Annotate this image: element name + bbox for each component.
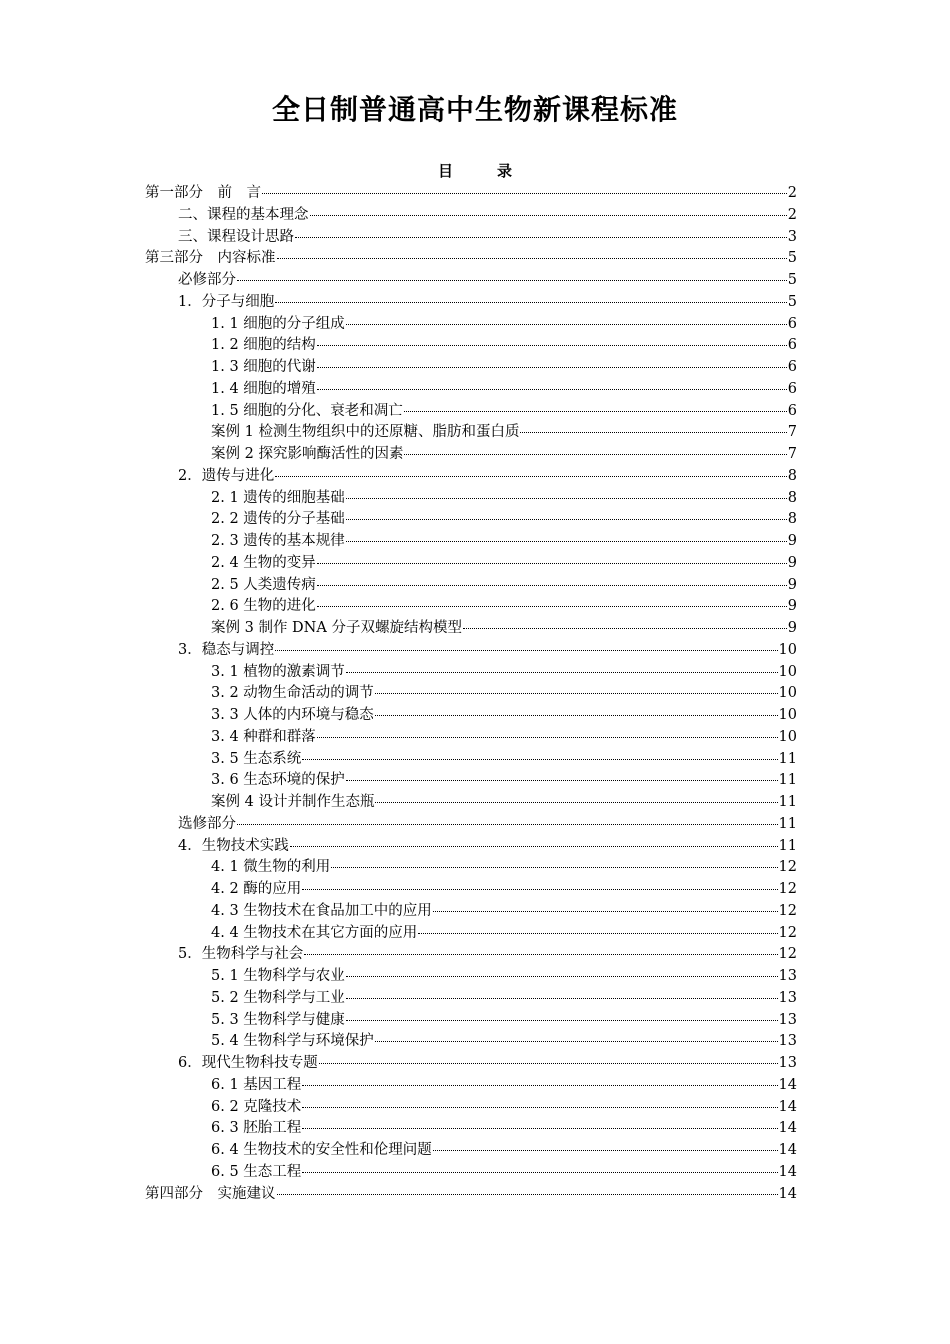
toc-entry[interactable] <box>145 618 797 640</box>
toc-dot-leader <box>433 1149 778 1151</box>
toc-entry-page-number: 11 <box>778 815 797 832</box>
toc-entry-page-number: 5 <box>787 293 797 310</box>
toc-entry-label: 2. 5 人类遗传病 <box>211 576 316 593</box>
toc-dot-leader <box>346 518 787 520</box>
toc-entry-page-number: 5 <box>787 272 797 288</box>
toc-dot-leader <box>275 475 787 477</box>
toc-entry[interactable] <box>145 1075 797 1097</box>
toc-dot-leader <box>302 888 777 890</box>
toc-entry-label: 3. 3 人体的内环境与稳态 <box>211 707 374 723</box>
toc-entry[interactable] <box>145 901 797 923</box>
toc-entry[interactable] <box>145 792 797 814</box>
toc-dot-leader <box>346 779 778 781</box>
toc-entry-label: 第三部分 内容标准 <box>145 250 276 267</box>
toc-entry-page-number: 10 <box>778 707 797 723</box>
toc-entry[interactable] <box>145 357 797 379</box>
toc-dot-leader <box>302 1127 777 1129</box>
toc-dot-leader <box>277 1193 778 1195</box>
toc-entry-page-number: 10 <box>778 663 797 680</box>
toc-entry[interactable] <box>145 814 797 836</box>
toc-entry-page-number: 14 <box>778 1076 797 1093</box>
toc-entry[interactable] <box>145 270 797 292</box>
toc-entry-page-number: 8 <box>787 511 797 528</box>
toc-dot-leader <box>375 714 778 716</box>
toc-entry-page-number: 11 <box>778 794 797 810</box>
toc-entry[interactable] <box>145 683 797 705</box>
toc-entry-label: 必修部分 <box>178 272 236 288</box>
toc-entry-page-number: 8 <box>787 489 797 506</box>
toc-entry-label: 4. 4 生物技术在其它方面的应用 <box>211 924 418 941</box>
toc-dot-leader <box>346 975 778 977</box>
toc-entry[interactable] <box>145 1184 797 1206</box>
toc-entry-page-number: 9 <box>787 598 797 615</box>
toc-entry[interactable] <box>145 944 797 966</box>
toc-entry-page-number: 6 <box>787 402 797 419</box>
toc-entry[interactable] <box>145 857 797 879</box>
table-of-contents <box>145 183 797 1205</box>
toc-entry-page-number: 13 <box>778 1033 797 1050</box>
toc-entry-page-number: 2 <box>787 206 797 223</box>
toc-entry[interactable] <box>145 466 797 488</box>
toc-entry-label: 1. 3 细胞的代谢 <box>211 359 316 375</box>
toc-entry[interactable] <box>145 1097 797 1119</box>
toc-entry-page-number: 9 <box>787 620 797 636</box>
toc-entry[interactable] <box>145 422 797 444</box>
toc-entry[interactable] <box>145 1010 797 1032</box>
toc-entry-page-number: 14 <box>778 1098 797 1115</box>
toc-dot-leader <box>418 932 777 934</box>
toc-entry-label: 第一部分 前 言 <box>145 185 261 201</box>
toc-entry[interactable] <box>145 248 797 270</box>
toc-entry-label: 6. 2 克隆技术 <box>211 1098 302 1115</box>
toc-entry-page-number: 9 <box>787 554 797 571</box>
toc-entry-label: 6. 1 基因工程 <box>211 1076 302 1093</box>
toc-dot-leader <box>275 301 787 303</box>
toc-entry-page-number: 14 <box>778 1120 797 1137</box>
toc-entry-label: 1. 4 细胞的增殖 <box>211 380 316 397</box>
toc-dot-leader <box>375 801 777 803</box>
toc-dot-leader <box>319 1062 778 1064</box>
toc-entry-label: 6. 4 生物技术的安全性和伦理问题 <box>211 1142 432 1158</box>
toc-entry-label: 6．现代生物科技专题 <box>178 1055 318 1071</box>
toc-entry[interactable] <box>145 1118 797 1140</box>
toc-entry-label: 3. 6 生态环境的保护 <box>211 772 345 789</box>
toc-entry-page-number: 12 <box>778 902 797 919</box>
toc-entry[interactable] <box>145 879 797 901</box>
toc-entry[interactable] <box>145 227 797 249</box>
toc-entry-page-number: 13 <box>778 1055 797 1071</box>
toc-entry[interactable] <box>145 1053 797 1075</box>
toc-entry[interactable] <box>145 292 797 314</box>
toc-entry-label: 2．遗传与进化 <box>178 467 275 484</box>
toc-dot-leader <box>237 823 778 825</box>
toc-dot-leader <box>331 866 777 868</box>
toc-entry-label: 选修部分 <box>178 815 236 832</box>
toc-entry-label: 4. 1 微生物的利用 <box>211 859 331 876</box>
toc-dot-leader <box>463 627 787 629</box>
toc-entry-page-number: 12 <box>778 946 797 963</box>
toc-dot-leader <box>346 540 787 542</box>
toc-dot-leader <box>317 344 787 346</box>
toc-entry[interactable] <box>145 727 797 749</box>
toc-entry-label: 2. 1 遗传的细胞基础 <box>211 489 345 506</box>
toc-entry-page-number: 14 <box>778 1185 797 1202</box>
toc-entry-page-number: 5 <box>787 250 797 267</box>
toc-dot-leader <box>290 845 778 847</box>
toc-entry-page-number: 11 <box>778 772 797 789</box>
toc-entry-page-number: 6 <box>787 359 797 375</box>
toc-entry-page-number: 14 <box>778 1142 797 1158</box>
toc-entry[interactable] <box>145 966 797 988</box>
toc-dot-leader <box>262 192 787 194</box>
toc-entry[interactable] <box>145 988 797 1010</box>
toc-entry-label: 4. 2 酶的应用 <box>211 881 302 897</box>
toc-dot-leader <box>346 497 787 499</box>
toc-entry[interactable] <box>145 575 797 597</box>
document-title: 全日制普通高中生物新课程标准 <box>271 93 678 126</box>
toc-entry-label: 案例 1 检测生物组织中的还原糖、脂肪和蛋白质 <box>211 424 520 441</box>
toc-entry[interactable] <box>145 314 797 336</box>
toc-entry[interactable] <box>145 379 797 401</box>
toc-dot-leader <box>433 910 778 912</box>
toc-entry[interactable] <box>145 205 797 227</box>
toc-entry[interactable] <box>145 596 797 618</box>
toc-entry[interactable] <box>145 509 797 531</box>
toc-entry-label: 5. 1 生物科学与农业 <box>211 968 345 984</box>
toc-entry-page-number: 9 <box>787 576 797 593</box>
toc-entry-page-number: 13 <box>778 1011 797 1028</box>
toc-dot-leader <box>275 649 777 651</box>
toc-dot-leader <box>302 758 777 760</box>
toc-entry-label: 5. 3 生物科学与健康 <box>211 1011 345 1028</box>
toc-entry[interactable] <box>145 1162 797 1184</box>
toc-entry-page-number: 9 <box>787 533 797 549</box>
toc-dot-leader <box>277 257 787 259</box>
toc-entry-page-number: 11 <box>778 837 797 854</box>
toc-dot-leader <box>404 410 787 412</box>
toc-dot-leader <box>302 1171 777 1173</box>
toc-entry-page-number: 13 <box>778 989 797 1006</box>
toc-entry-page-number: 10 <box>778 685 797 702</box>
toc-dot-leader <box>346 671 778 673</box>
toc-entry-page-number: 8 <box>787 467 797 484</box>
toc-dot-leader <box>317 388 787 390</box>
toc-entry-label: 1. 1 细胞的分子组成 <box>211 315 345 332</box>
toc-entry-label: 1．分子与细胞 <box>178 293 275 310</box>
toc-entry[interactable] <box>145 531 797 553</box>
toc-entry-label: 3. 5 生态系统 <box>211 750 302 767</box>
toc-entry-label: 第四部分 实施建议 <box>145 1185 276 1202</box>
toc-entry-page-number: 3 <box>787 228 797 245</box>
toc-entry-label: 1. 5 细胞的分化、衰老和凋亡 <box>211 402 403 419</box>
toc-entry-page-number: 6 <box>787 337 797 354</box>
toc-dot-leader <box>520 431 786 433</box>
toc-dot-leader <box>317 562 787 564</box>
toc-dot-leader <box>310 214 787 216</box>
toc-entry[interactable] <box>145 770 797 792</box>
toc-entry[interactable] <box>145 488 797 510</box>
toc-dot-leader <box>302 1106 777 1108</box>
toc-entry[interactable] <box>145 749 797 771</box>
toc-entry-label: 6. 5 生态工程 <box>211 1163 302 1180</box>
toc-dot-leader <box>302 1084 777 1086</box>
toc-entry-page-number: 14 <box>778 1163 797 1180</box>
toc-dot-leader <box>237 279 787 281</box>
toc-dot-leader <box>317 366 787 368</box>
toc-dot-leader <box>346 1019 778 1021</box>
toc-entry-label: 3. 4 种群和群落 <box>211 728 316 745</box>
toc-dot-leader <box>317 736 778 738</box>
toc-entry[interactable] <box>145 1031 797 1053</box>
toc-entry[interactable] <box>145 553 797 575</box>
toc-entry-label: 案例 3 制作 DNA 分子双螺旋结构模型 <box>211 620 462 636</box>
toc-entry[interactable] <box>145 640 797 662</box>
toc-entry-label: 2. 4 生物的变异 <box>211 554 316 571</box>
toc-entry[interactable] <box>145 662 797 684</box>
toc-entry-page-number: 12 <box>778 859 797 876</box>
toc-entry[interactable] <box>145 335 797 357</box>
toc-entry[interactable] <box>145 836 797 858</box>
toc-entry[interactable] <box>145 183 797 205</box>
toc-entry-label: 2. 2 遗传的分子基础 <box>211 511 345 528</box>
toc-entry-page-number: 6 <box>787 380 797 397</box>
toc-entry-label: 三、课程设计思路 <box>178 228 294 245</box>
toc-entry-page-number: 13 <box>778 968 797 984</box>
toc-entry[interactable] <box>145 923 797 945</box>
toc-entry-label: 二、课程的基本理念 <box>178 206 309 223</box>
toc-dot-leader <box>404 453 786 455</box>
toc-entry-page-number: 11 <box>778 750 797 767</box>
toc-dot-leader <box>346 997 778 999</box>
toc-entry-label: 6. 3 胚胎工程 <box>211 1120 302 1137</box>
toc-entry-page-number: 12 <box>778 924 797 941</box>
toc-entry[interactable] <box>145 401 797 423</box>
toc-entry-page-number: 2 <box>787 185 797 201</box>
toc-entry-page-number: 7 <box>787 424 797 441</box>
toc-dot-leader <box>346 323 787 325</box>
toc-entry[interactable] <box>145 444 797 466</box>
toc-entry-label: 案例 4 设计并制作生态瓶 <box>211 794 375 810</box>
toc-heading: 目录 <box>437 162 556 180</box>
toc-entry-label: 2. 6 生物的进化 <box>211 598 316 615</box>
toc-entry-page-number: 6 <box>787 315 797 332</box>
toc-dot-leader <box>304 953 777 955</box>
toc-entry-label: 2. 3 遗传的基本规律 <box>211 533 345 549</box>
toc-entry-label: 4．生物技术实践 <box>178 837 289 854</box>
toc-entry-page-number: 12 <box>778 881 797 897</box>
toc-dot-leader <box>317 584 787 586</box>
toc-entry-page-number: 7 <box>787 446 797 462</box>
toc-entry-label: 案例 2 探究影响酶活性的因素 <box>211 446 404 462</box>
toc-dot-leader <box>317 605 787 607</box>
toc-dot-leader <box>375 692 778 694</box>
toc-entry[interactable] <box>145 1140 797 1162</box>
toc-entry-label: 3．稳态与调控 <box>178 641 275 658</box>
toc-entry-label: 5. 4 生物科学与环境保护 <box>211 1033 374 1050</box>
toc-dot-leader <box>375 1040 778 1042</box>
toc-entry-page-number: 10 <box>778 641 797 658</box>
toc-entry-page-number: 10 <box>778 728 797 745</box>
toc-entry-label: 3. 2 动物生命活动的调节 <box>211 685 374 702</box>
toc-entry-label: 3. 1 植物的激素调节 <box>211 663 345 680</box>
toc-entry[interactable] <box>145 705 797 727</box>
toc-dot-leader <box>295 236 787 238</box>
toc-entry-label: 1. 2 细胞的结构 <box>211 337 316 354</box>
toc-entry-label: 5．生物科学与社会 <box>178 946 304 963</box>
toc-entry-label: 4. 3 生物技术在食品加工中的应用 <box>211 902 432 919</box>
toc-entry-label: 5. 2 生物科学与工业 <box>211 989 345 1006</box>
